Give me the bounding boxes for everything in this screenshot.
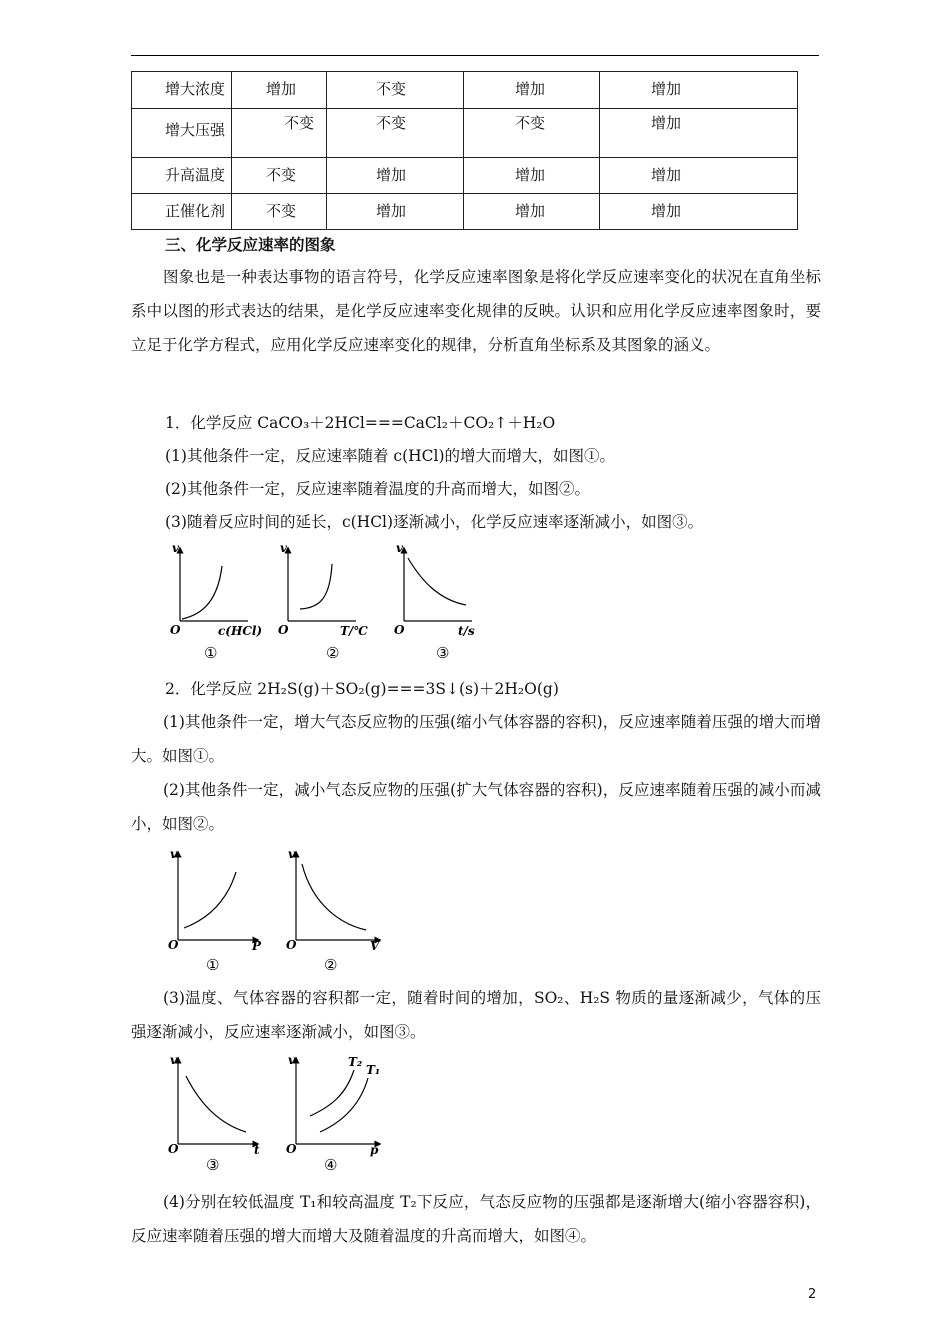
graph-1 xyxy=(170,541,262,662)
table-cell: 增加 xyxy=(376,202,407,220)
page-number: 2 xyxy=(808,1287,817,1302)
x-axis-label: V xyxy=(370,939,380,953)
origin-label: O xyxy=(394,623,405,637)
graph-volume xyxy=(286,847,381,974)
table-row xyxy=(132,194,798,230)
graph-pressure xyxy=(168,847,262,974)
y-axis-label: v xyxy=(396,541,403,555)
table-cell: 增加 xyxy=(651,80,682,98)
y-axis-label: v xyxy=(288,1053,295,1067)
table-cell: 增加 xyxy=(515,166,546,184)
item1-p3: (3)随着反应时间的延长，c(HCl)逐渐减小，化学反应速率逐渐减小，如图③。 xyxy=(165,513,704,531)
table-cell: 不变 xyxy=(376,114,407,132)
figure-number: ① xyxy=(204,644,218,662)
figure-group-3 xyxy=(160,1052,400,1176)
curve-decreasing xyxy=(186,1076,246,1132)
curve-increasing xyxy=(300,564,332,609)
table-row xyxy=(132,109,798,158)
origin-label: O xyxy=(286,938,297,952)
figure-group-1 xyxy=(160,538,490,666)
table-cell: 增加 xyxy=(651,114,682,132)
x-axis-label: T/℃ xyxy=(340,624,368,638)
figure-group-2 xyxy=(160,846,400,976)
origin-label: O xyxy=(286,1142,297,1156)
header-rule xyxy=(131,55,819,56)
y-axis-label: v xyxy=(288,847,295,861)
curve-increasing xyxy=(184,872,236,928)
graph-time xyxy=(168,1053,260,1174)
origin-label: O xyxy=(170,623,181,637)
graph-2 xyxy=(278,541,368,662)
table-cell: 增加 xyxy=(515,80,546,98)
curve-t2 xyxy=(310,1070,354,1116)
row-label: 增大浓度 xyxy=(165,80,226,98)
table-cell: 增加 xyxy=(376,166,407,184)
table-cell: 不变 xyxy=(284,114,315,132)
x-axis-label: c(HCl) xyxy=(218,624,263,638)
y-axis-label: v xyxy=(170,847,177,861)
item1-p2: (2)其他条件一定，反应速率随着温度的升高而增大，如图②。 xyxy=(165,480,590,498)
x-axis-label: p xyxy=(370,1143,379,1157)
table-cell: 不变 xyxy=(266,202,297,220)
item2-p4: (4)分别在较低温度 T₁和较高温度 T₂下反应，气态反应物的压强都是逐渐增大(缩小容器容积)，反应速率随着压强的增大而增大及随着温度的升高而增大，如图④。 xyxy=(131,1193,821,1245)
item2-p2: (2)其他条件一定，减小气态反应物的压强(扩大气体容器的容积)，反应速率随着压强的减小而减小，如图②。 xyxy=(131,781,821,833)
table-cell: 不变 xyxy=(266,166,297,184)
table-cell: 增加 xyxy=(651,166,682,184)
y-axis-label: v xyxy=(172,541,179,555)
origin-label: O xyxy=(168,938,179,952)
origin-label: O xyxy=(168,1142,179,1156)
table-cell: 增加 xyxy=(651,202,682,220)
curve-decreasing xyxy=(408,558,466,605)
figure-number: ④ xyxy=(324,1156,338,1174)
row-label: 正催化剂 xyxy=(165,202,226,220)
x-axis-label: t/s xyxy=(458,624,475,638)
origin-label: O xyxy=(278,623,289,637)
section-title: 三、化学反应速率的图象 xyxy=(165,236,336,254)
item2-p3: (3)温度、气体容器的容积都一定，随着时间的增加，SO₂、H₂S 物质的量逐渐减少，气体的压强逐渐减小，反应速率逐渐减小，如图③。 xyxy=(131,989,821,1041)
intro-paragraph: 图象也是一种表达事物的语言符号，化学反应速率图象是将化学反应速率变化的状况在直角坐标系中以图的形式表达的结果，是化学反应速率变化规律的反映。认识和应用化学反应速率图象时，要立足于化学方程式，应用化学反应速率变化的规律，分析直角坐标系及其图象的涵义。 xyxy=(131,268,821,354)
row-label: 增大压强 xyxy=(165,121,226,139)
figure-number: ③ xyxy=(206,1156,220,1174)
table-cell: 不变 xyxy=(376,80,407,98)
curve-increasing xyxy=(182,566,222,619)
curve-decreasing xyxy=(302,864,366,930)
row-label: 升高温度 xyxy=(165,166,226,184)
item2-title: 2．化学反应 2H₂S(g)＋SO₂(g)===3S↓(s)＋2H₂O(g) xyxy=(165,680,559,698)
figure-number: ② xyxy=(324,956,338,974)
table-cell: 增加 xyxy=(515,202,546,220)
item1-title: 1．化学反应 CaCO₃＋2HCl===CaCl₂＋CO₂↑＋H₂O xyxy=(165,414,556,432)
curve-label-t1: T₁ xyxy=(366,1063,381,1077)
figure-number: ① xyxy=(206,956,220,974)
graph-temperature-pressure xyxy=(286,1053,380,1174)
item1-p1: (1)其他条件一定，反应速率随着 c(HCl)的增大而增大，如图①。 xyxy=(165,447,615,465)
table-row xyxy=(132,72,798,109)
x-axis-label: t xyxy=(254,1143,260,1157)
y-axis-label: v xyxy=(280,541,287,555)
table-cell: 不变 xyxy=(515,114,546,132)
conditions-table xyxy=(131,71,798,230)
item2-p1: (1)其他条件一定，增大气态反应物的压强(缩小气体容器的容积)，反应速率随着压强的增大而增大。如图①。 xyxy=(131,713,821,765)
curve-label-t2: T₂ xyxy=(348,1055,363,1069)
figure-number: ② xyxy=(326,644,340,662)
x-axis-label: P xyxy=(252,939,262,953)
curve-t1 xyxy=(320,1078,368,1132)
table-cell: 增加 xyxy=(266,80,297,98)
figure-number: ③ xyxy=(436,644,450,662)
graph-3 xyxy=(394,541,475,662)
y-axis-label: v xyxy=(170,1053,177,1067)
table-row xyxy=(132,158,798,194)
